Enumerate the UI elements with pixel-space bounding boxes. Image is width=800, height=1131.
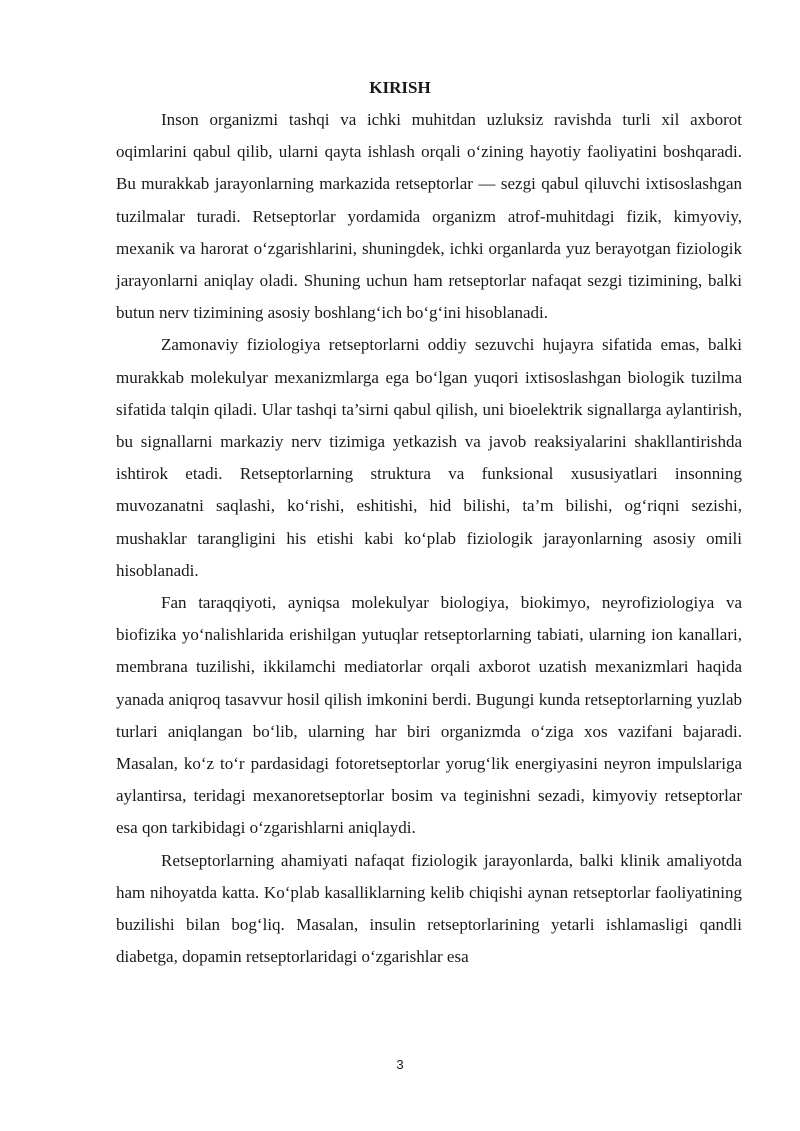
paragraph-1: Inson organizmi tashqi va ichki muhitdan uzluksiz ravishda turli xil axborot oqimlarini qabul qilib, ularni qayta ishlash orqali o‘zining hayotiy faoliyatini boshqaradi. Bu murakkab jarayonlarning markazida retseptorlar — sezgi qabul qiluvchi ixtisoslashgan tuzilmalar turadi. Retseptorlar yordamida organizm atrof-muhitdagi fizik, kimyoviy, mexanik va harorat o‘zgarishlarini, shuningdek, ichki organlarda yuz berayotgan fiziologik jarayonlarni aniqlay oladi. Shuning uchun ham retseptorlar nafaqat sezgi tizimining, balki butun nerv tizimining asosiy boshlang‘ich bo‘g‘ini hisoblanadi. xyxy=(116,110,742,323)
body-text xyxy=(116,104,742,973)
paragraph-3: Fan taraqqiyoti, ayniqsa molekulyar biologiya, biokimyo, neyrofiziologiya va biofizika yo‘nalishlarida erishilgan yutuqlar retseptorlarning tabiati, ularning ion kanallari, membrana tuzilishi, ikkilamchi mediatorlar orqali axborot uzatish mexanizmlari haqida yanada aniqroq tasavvur hosil qilish imkonini berdi. Bugungi kunda retseptorlarning yuzlab turlari aniqlangan bo‘lib, ularning har biri organizmda o‘ziga xos vazifani bajaradi. Masalan, ko‘z to‘r pardasidagi fotoretseptorlar yorug‘lik energiyasini neyron impulslariga aylantirsa, teridagi mexanoretseptorlar bosim va teginishni sezadi, kimyoviy retseptorlar esa qon tarkibidagi o‘zgarishlarni aniqlaydi. xyxy=(116,593,742,838)
paragraph-4: Retseptorlarning ahamiyati nafaqat fiziologik jarayonlarda, balki klinik amaliyotda ham nihoyatda katta. Ko‘plab kasalliklarning kelib chiqishi aynan retseptorlar faoliyatining buzilishi bilan bog‘liq. Masalan, insulin retseptorlarining yetarli ishlamasligi qandli diabetga, dopamin retseptorlaridagi o‘zgarishlar esa xyxy=(116,850,742,967)
paragraph-2: Zamonaviy fiziologiya retseptorlarni oddiy sezuvchi hujayra sifatida emas, balki murakkab molekulyar mexanizmlarga ega bo‘lgan yuqori ixtisoslashgan biologik tuzilma sifatida talqin qiladi. Ular tashqi ta’sirni qabul qilish, uni bioelektrik signallarga aylantirish, bu signallarni markaziy nerv tizimiga yetkazish va javob reaksiyalarini shakllantirishda ishtirok etadi. Retseptorlarning struktura va funksional xususiyatlari insonning muvozanatni saqlashi, ko‘rishi, eshitishi, hid bilishi, ta’m bilishi, og‘riqni sezishi, mushaklar tarangligini his etishi kabi ko‘plab fiziologik jarayonlarning asosiy omili hisoblanadi. xyxy=(116,335,742,580)
page-number: 3 xyxy=(396,1057,404,1072)
page-title: KIRISH xyxy=(369,78,431,97)
